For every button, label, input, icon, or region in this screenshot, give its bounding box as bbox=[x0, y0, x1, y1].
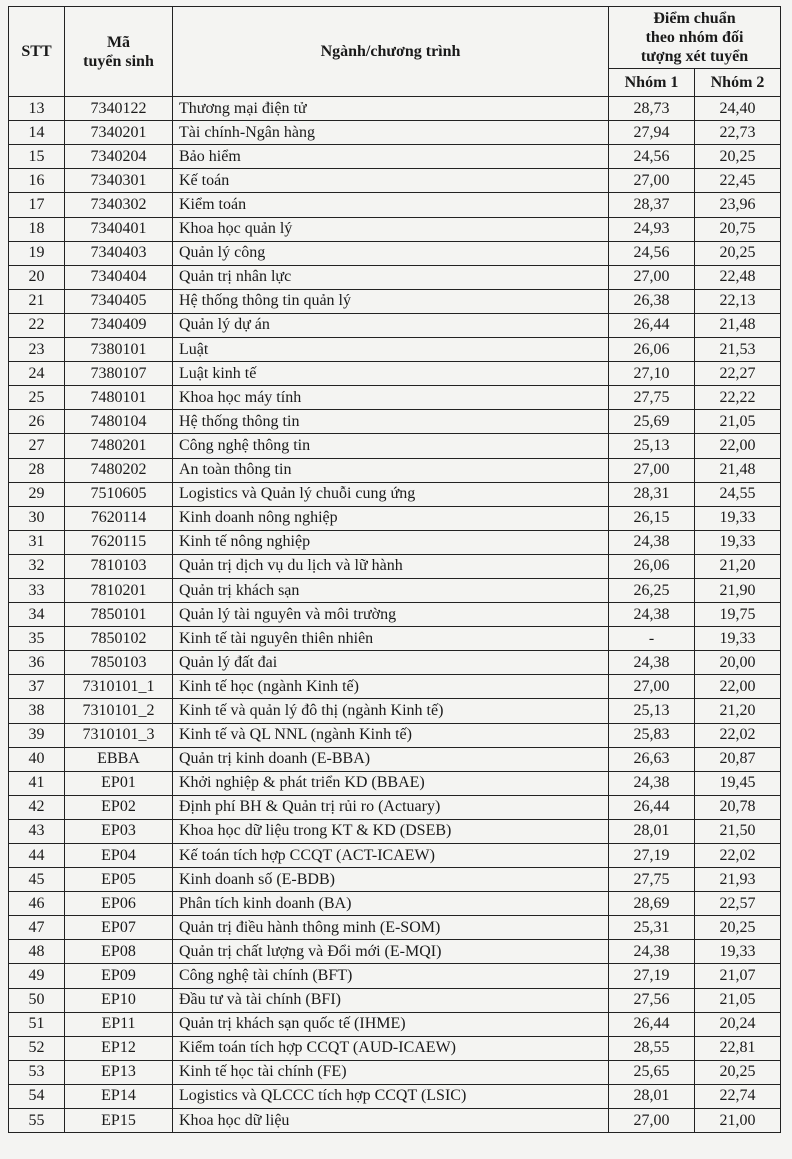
table-row bbox=[9, 627, 781, 651]
row-stt: 16 bbox=[9, 169, 65, 193]
row-code: 7340301 bbox=[65, 169, 173, 193]
table-row bbox=[9, 145, 781, 169]
row-program-name: Khoa học máy tính bbox=[173, 386, 609, 410]
row-score-group2: 20,25 bbox=[695, 241, 781, 265]
row-code: EP08 bbox=[65, 940, 173, 964]
row-score-group2: 20,24 bbox=[695, 1012, 781, 1036]
table-row bbox=[9, 1060, 781, 1084]
row-score-group2: 20,00 bbox=[695, 651, 781, 675]
table-row bbox=[9, 844, 781, 868]
row-program-name: Công nghệ thông tin bbox=[173, 434, 609, 458]
row-stt: 35 bbox=[9, 627, 65, 651]
row-score-group2: 22,27 bbox=[695, 362, 781, 386]
row-stt: 48 bbox=[9, 940, 65, 964]
row-stt: 18 bbox=[9, 217, 65, 241]
header-code bbox=[65, 7, 173, 97]
header-stt: STT bbox=[9, 7, 65, 97]
row-score-group1: 28,73 bbox=[609, 97, 695, 121]
row-score-group1: 27,75 bbox=[609, 386, 695, 410]
row-score-group1: 26,44 bbox=[609, 795, 695, 819]
header-score-line2: theo nhóm đối bbox=[645, 29, 744, 46]
row-score-group1: 24,38 bbox=[609, 940, 695, 964]
table-row bbox=[9, 97, 781, 121]
row-score-group1: 26,06 bbox=[609, 338, 695, 362]
table-row bbox=[9, 1109, 781, 1133]
row-score-group1: 24,56 bbox=[609, 145, 695, 169]
row-stt: 32 bbox=[9, 554, 65, 578]
row-stt: 53 bbox=[9, 1060, 65, 1084]
row-stt: 22 bbox=[9, 313, 65, 337]
table-row bbox=[9, 892, 781, 916]
table-row bbox=[9, 169, 781, 193]
row-stt: 34 bbox=[9, 603, 65, 627]
row-score-group2: 24,40 bbox=[695, 97, 781, 121]
row-score-group1: 25,65 bbox=[609, 1060, 695, 1084]
row-code: 7340122 bbox=[65, 97, 173, 121]
row-program-name: Kinh doanh nông nghiệp bbox=[173, 506, 609, 530]
row-program-name: Quản lý dự án bbox=[173, 313, 609, 337]
table-row bbox=[9, 819, 781, 843]
row-program-name: Công nghệ tài chính (BFT) bbox=[173, 964, 609, 988]
row-stt: 20 bbox=[9, 265, 65, 289]
row-code: EP11 bbox=[65, 1012, 173, 1036]
row-score-group2: 19,33 bbox=[695, 627, 781, 651]
row-program-name: An toàn thông tin bbox=[173, 458, 609, 482]
table-row bbox=[9, 795, 781, 819]
table-row bbox=[9, 410, 781, 434]
row-stt: 45 bbox=[9, 868, 65, 892]
header-score-line1: Điểm chuẩn bbox=[653, 10, 736, 27]
table-row bbox=[9, 121, 781, 145]
table-row bbox=[9, 265, 781, 289]
row-code: 7620115 bbox=[65, 530, 173, 554]
row-score-group2: 22,00 bbox=[695, 434, 781, 458]
row-program-name: Kinh tế học tài chính (FE) bbox=[173, 1060, 609, 1084]
row-program-name: Quản trị khách sạn bbox=[173, 578, 609, 602]
row-stt: 19 bbox=[9, 241, 65, 265]
table-row bbox=[9, 338, 781, 362]
row-score-group2: 21,20 bbox=[695, 699, 781, 723]
row-stt: 38 bbox=[9, 699, 65, 723]
table-row bbox=[9, 1084, 781, 1108]
row-score-group1: 28,37 bbox=[609, 193, 695, 217]
row-program-name: Kinh tế học (ngành Kinh tế) bbox=[173, 675, 609, 699]
row-program-name: Khoa học quản lý bbox=[173, 217, 609, 241]
row-score-group2: 19,75 bbox=[695, 603, 781, 627]
row-code: 7340405 bbox=[65, 289, 173, 313]
row-score-group2: 21,53 bbox=[695, 338, 781, 362]
table-row bbox=[9, 651, 781, 675]
header-score bbox=[609, 7, 781, 69]
row-program-name: Luật bbox=[173, 338, 609, 362]
row-program-name: Quản trị dịch vụ du lịch và lữ hành bbox=[173, 554, 609, 578]
row-score-group1: 24,38 bbox=[609, 603, 695, 627]
row-code: EP10 bbox=[65, 988, 173, 1012]
row-score-group1: 27,00 bbox=[609, 458, 695, 482]
table-row bbox=[9, 506, 781, 530]
row-code: 7850102 bbox=[65, 627, 173, 651]
row-program-name: Kinh tế nông nghiệp bbox=[173, 530, 609, 554]
row-program-name: Logistics và Quản lý chuỗi cung ứng bbox=[173, 482, 609, 506]
row-code: 7380101 bbox=[65, 338, 173, 362]
row-code: EP01 bbox=[65, 771, 173, 795]
row-score-group2: 22,48 bbox=[695, 265, 781, 289]
row-code: 7620114 bbox=[65, 506, 173, 530]
row-score-group1: 28,69 bbox=[609, 892, 695, 916]
table-row bbox=[9, 771, 781, 795]
row-code: EP05 bbox=[65, 868, 173, 892]
row-score-group2: 21,05 bbox=[695, 410, 781, 434]
row-score-group1: 27,94 bbox=[609, 121, 695, 145]
row-score-group2: 22,02 bbox=[695, 723, 781, 747]
row-score-group2: 22,81 bbox=[695, 1036, 781, 1060]
table-row bbox=[9, 940, 781, 964]
row-program-name: Phân tích kinh doanh (BA) bbox=[173, 892, 609, 916]
row-score-group1: 26,25 bbox=[609, 578, 695, 602]
table-row bbox=[9, 530, 781, 554]
row-program-name: Kinh doanh số (E-BDB) bbox=[173, 868, 609, 892]
row-score-group1: 27,00 bbox=[609, 1109, 695, 1133]
row-program-name: Quản lý đất đai bbox=[173, 651, 609, 675]
row-stt: 41 bbox=[9, 771, 65, 795]
row-program-name: Đầu tư và tài chính (BFI) bbox=[173, 988, 609, 1012]
row-stt: 40 bbox=[9, 747, 65, 771]
row-score-group1: 24,38 bbox=[609, 530, 695, 554]
row-stt: 42 bbox=[9, 795, 65, 819]
row-stt: 26 bbox=[9, 410, 65, 434]
table-row bbox=[9, 916, 781, 940]
table-row bbox=[9, 362, 781, 386]
header-score-line3: tượng xét tuyển bbox=[640, 48, 749, 65]
row-score-group1: 24,93 bbox=[609, 217, 695, 241]
table-row bbox=[9, 193, 781, 217]
row-code: EP14 bbox=[65, 1084, 173, 1108]
row-code: 7340404 bbox=[65, 265, 173, 289]
row-score-group1: 24,38 bbox=[609, 771, 695, 795]
row-score-group2: 19,33 bbox=[695, 506, 781, 530]
row-stt: 52 bbox=[9, 1036, 65, 1060]
row-code: 7310101_2 bbox=[65, 699, 173, 723]
row-code: 7340201 bbox=[65, 121, 173, 145]
row-score-group2: 22,00 bbox=[695, 675, 781, 699]
row-program-name: Kinh tế và QL NNL (ngành Kinh tế) bbox=[173, 723, 609, 747]
row-stt: 21 bbox=[9, 289, 65, 313]
row-score-group2: 20,25 bbox=[695, 916, 781, 940]
row-stt: 51 bbox=[9, 1012, 65, 1036]
row-score-group1: 25,31 bbox=[609, 916, 695, 940]
row-code: EP09 bbox=[65, 964, 173, 988]
row-program-name: Quản trị điều hành thông minh (E-SOM) bbox=[173, 916, 609, 940]
row-stt: 39 bbox=[9, 723, 65, 747]
row-score-group1: 27,19 bbox=[609, 964, 695, 988]
row-program-name: Quản trị chất lượng và Đổi mới (E-MQI) bbox=[173, 940, 609, 964]
row-program-name: Kinh tế tài nguyên thiên nhiên bbox=[173, 627, 609, 651]
header-code-line2: tuyển sinh bbox=[83, 52, 154, 70]
row-score-group2: 21,93 bbox=[695, 868, 781, 892]
row-stt: 37 bbox=[9, 675, 65, 699]
row-score-group2: 21,90 bbox=[695, 578, 781, 602]
table-row bbox=[9, 578, 781, 602]
row-score-group1: 28,01 bbox=[609, 819, 695, 843]
row-code: EP15 bbox=[65, 1109, 173, 1133]
row-code: 7480201 bbox=[65, 434, 173, 458]
row-stt: 55 bbox=[9, 1109, 65, 1133]
row-score-group2: 20,25 bbox=[695, 1060, 781, 1084]
row-stt: 15 bbox=[9, 145, 65, 169]
table-row bbox=[9, 964, 781, 988]
row-score-group2: 21,48 bbox=[695, 313, 781, 337]
row-code: 7340204 bbox=[65, 145, 173, 169]
row-score-group2: 20,87 bbox=[695, 747, 781, 771]
row-code: 7480104 bbox=[65, 410, 173, 434]
row-stt: 27 bbox=[9, 434, 65, 458]
header-row bbox=[9, 7, 781, 69]
row-score-group1: 27,56 bbox=[609, 988, 695, 1012]
row-program-name: Quản lý tài nguyên và môi trường bbox=[173, 603, 609, 627]
row-score-group1: 27,00 bbox=[609, 169, 695, 193]
table-row bbox=[9, 603, 781, 627]
row-score-group1: 26,38 bbox=[609, 289, 695, 313]
table-row bbox=[9, 1012, 781, 1036]
row-program-name: Quản trị khách sạn quốc tế (IHME) bbox=[173, 1012, 609, 1036]
row-score-group1: 25,13 bbox=[609, 699, 695, 723]
row-score-group1: 28,01 bbox=[609, 1084, 695, 1108]
row-program-name: Hệ thống thông tin quản lý bbox=[173, 289, 609, 313]
table-row bbox=[9, 289, 781, 313]
row-code: 7340302 bbox=[65, 193, 173, 217]
row-score-group2: 22,45 bbox=[695, 169, 781, 193]
row-program-name: Kế toán tích hợp CCQT (ACT-ICAEW) bbox=[173, 844, 609, 868]
header-code-line1: Mã bbox=[106, 33, 131, 51]
row-stt: 43 bbox=[9, 819, 65, 843]
row-code: 7850103 bbox=[65, 651, 173, 675]
row-score-group1: 24,56 bbox=[609, 241, 695, 265]
header-group1: Nhóm 1 bbox=[609, 69, 695, 97]
table-row bbox=[9, 217, 781, 241]
row-program-name: Thương mại điện tử bbox=[173, 97, 609, 121]
row-score-group2: 21,05 bbox=[695, 988, 781, 1012]
row-code: 7380107 bbox=[65, 362, 173, 386]
table-row bbox=[9, 1036, 781, 1060]
row-program-name: Quản lý công bbox=[173, 241, 609, 265]
table-row bbox=[9, 868, 781, 892]
row-score-group1: 27,19 bbox=[609, 844, 695, 868]
row-stt: 31 bbox=[9, 530, 65, 554]
row-score-group1: 27,00 bbox=[609, 675, 695, 699]
row-stt: 30 bbox=[9, 506, 65, 530]
row-program-name: Khởi nghiệp & phát triển KD (BBAE) bbox=[173, 771, 609, 795]
row-program-name: Kiểm toán bbox=[173, 193, 609, 217]
row-stt: 54 bbox=[9, 1084, 65, 1108]
row-code: 7340409 bbox=[65, 313, 173, 337]
row-code: 7310101_3 bbox=[65, 723, 173, 747]
row-score-group2: 23,96 bbox=[695, 193, 781, 217]
row-score-group2: 21,48 bbox=[695, 458, 781, 482]
row-score-group1: 27,75 bbox=[609, 868, 695, 892]
score-table-sheet bbox=[8, 6, 781, 1133]
table-body bbox=[9, 97, 781, 1133]
row-program-name: Kiểm toán tích hợp CCQT (AUD-ICAEW) bbox=[173, 1036, 609, 1060]
row-score-group2: 21,00 bbox=[695, 1109, 781, 1133]
row-score-group2: 20,78 bbox=[695, 795, 781, 819]
row-code: EBBA bbox=[65, 747, 173, 771]
row-code: EP13 bbox=[65, 1060, 173, 1084]
row-score-group1: 25,69 bbox=[609, 410, 695, 434]
row-score-group2: 20,75 bbox=[695, 217, 781, 241]
row-score-group2: 22,22 bbox=[695, 386, 781, 410]
row-program-name: Hệ thống thông tin bbox=[173, 410, 609, 434]
row-score-group2: 21,20 bbox=[695, 554, 781, 578]
table-row bbox=[9, 313, 781, 337]
row-stt: 17 bbox=[9, 193, 65, 217]
row-code: 7480202 bbox=[65, 458, 173, 482]
row-score-group2: 21,50 bbox=[695, 819, 781, 843]
header-group2: Nhóm 2 bbox=[695, 69, 781, 97]
row-program-name: Luật kinh tế bbox=[173, 362, 609, 386]
row-program-name: Khoa học dữ liệu trong KT & KD (DSEB) bbox=[173, 819, 609, 843]
row-code: EP06 bbox=[65, 892, 173, 916]
row-stt: 14 bbox=[9, 121, 65, 145]
row-code: 7480101 bbox=[65, 386, 173, 410]
row-score-group1: 28,55 bbox=[609, 1036, 695, 1060]
row-program-name: Logistics và QLCCC tích hợp CCQT (LSIC) bbox=[173, 1084, 609, 1108]
row-stt: 46 bbox=[9, 892, 65, 916]
table-row bbox=[9, 723, 781, 747]
row-score-group2: 22,57 bbox=[695, 892, 781, 916]
header-program: Ngành/chương trình bbox=[173, 7, 609, 97]
row-stt: 23 bbox=[9, 338, 65, 362]
row-score-group2: 19,33 bbox=[695, 530, 781, 554]
row-code: 7310101_1 bbox=[65, 675, 173, 699]
row-program-name: Bảo hiểm bbox=[173, 145, 609, 169]
table-row bbox=[9, 434, 781, 458]
row-code: EP12 bbox=[65, 1036, 173, 1060]
row-score-group1: 26,63 bbox=[609, 747, 695, 771]
table-row bbox=[9, 699, 781, 723]
row-score-group1: 27,00 bbox=[609, 265, 695, 289]
row-code: EP02 bbox=[65, 795, 173, 819]
table-row bbox=[9, 747, 781, 771]
row-score-group1: 26,44 bbox=[609, 313, 695, 337]
row-stt: 36 bbox=[9, 651, 65, 675]
row-stt: 49 bbox=[9, 964, 65, 988]
admission-score-table bbox=[8, 6, 781, 1133]
table-row bbox=[9, 241, 781, 265]
row-score-group1: 24,38 bbox=[609, 651, 695, 675]
table-row bbox=[9, 458, 781, 482]
row-stt: 28 bbox=[9, 458, 65, 482]
table-row bbox=[9, 675, 781, 699]
row-code: 7340401 bbox=[65, 217, 173, 241]
row-score-group2: 22,02 bbox=[695, 844, 781, 868]
row-code: EP07 bbox=[65, 916, 173, 940]
table-row bbox=[9, 554, 781, 578]
row-stt: 44 bbox=[9, 844, 65, 868]
row-score-group2: 21,07 bbox=[695, 964, 781, 988]
table-row bbox=[9, 482, 781, 506]
row-score-group2: 19,45 bbox=[695, 771, 781, 795]
row-program-name: Khoa học dữ liệu bbox=[173, 1109, 609, 1133]
row-code: 7510605 bbox=[65, 482, 173, 506]
row-stt: 47 bbox=[9, 916, 65, 940]
row-score-group2: 22,74 bbox=[695, 1084, 781, 1108]
row-code: 7340403 bbox=[65, 241, 173, 265]
row-stt: 33 bbox=[9, 578, 65, 602]
row-score-group1: - bbox=[609, 627, 695, 651]
row-code: 7810201 bbox=[65, 578, 173, 602]
row-program-name: Định phí BH & Quản trị rủi ro (Actuary) bbox=[173, 795, 609, 819]
row-score-group2: 19,33 bbox=[695, 940, 781, 964]
row-code: EP04 bbox=[65, 844, 173, 868]
table-row bbox=[9, 988, 781, 1012]
row-stt: 25 bbox=[9, 386, 65, 410]
row-score-group1: 26,06 bbox=[609, 554, 695, 578]
row-stt: 13 bbox=[9, 97, 65, 121]
row-stt: 29 bbox=[9, 482, 65, 506]
row-program-name: Tài chính-Ngân hàng bbox=[173, 121, 609, 145]
row-stt: 24 bbox=[9, 362, 65, 386]
table-row bbox=[9, 386, 781, 410]
row-score-group1: 28,31 bbox=[609, 482, 695, 506]
row-score-group1: 27,10 bbox=[609, 362, 695, 386]
row-score-group2: 24,55 bbox=[695, 482, 781, 506]
row-program-name: Quản trị kinh doanh (E-BBA) bbox=[173, 747, 609, 771]
row-code: 7810103 bbox=[65, 554, 173, 578]
row-score-group2: 20,25 bbox=[695, 145, 781, 169]
row-score-group1: 26,44 bbox=[609, 1012, 695, 1036]
row-score-group1: 25,83 bbox=[609, 723, 695, 747]
row-stt: 50 bbox=[9, 988, 65, 1012]
row-score-group1: 26,15 bbox=[609, 506, 695, 530]
row-score-group1: 25,13 bbox=[609, 434, 695, 458]
row-code: 7850101 bbox=[65, 603, 173, 627]
row-program-name: Kế toán bbox=[173, 169, 609, 193]
row-score-group2: 22,13 bbox=[695, 289, 781, 313]
row-score-group2: 22,73 bbox=[695, 121, 781, 145]
row-program-name: Quản trị nhân lực bbox=[173, 265, 609, 289]
row-code: EP03 bbox=[65, 819, 173, 843]
row-program-name: Kinh tế và quản lý đô thị (ngành Kinh tế) bbox=[173, 699, 609, 723]
